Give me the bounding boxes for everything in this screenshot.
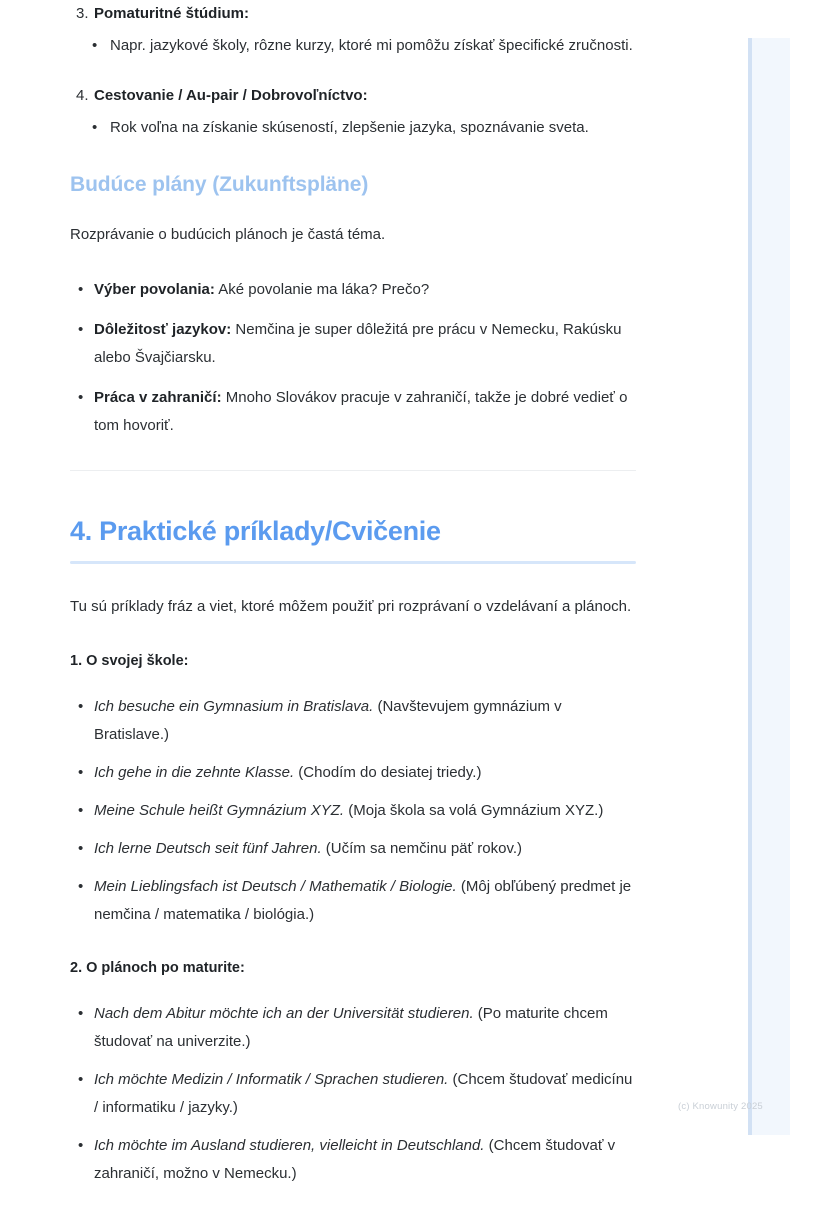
right-side-panel: [748, 38, 790, 1135]
list-item: [70, 759, 636, 787]
list-item: [70, 693, 636, 749]
document-page: [70, 0, 636, 1214]
practical-intro: Tu sú príklady fráz a viet, ktoré môžem použiť pri rozprávaní o vzdelávaní a plánoch.: [70, 598, 632, 615]
slovak-translation: (Po maturite chcem študovať na univerzite.): [94, 1004, 608, 1050]
german-phrase: Ich möchte im Ausland studieren, vielleicht in Deutschland.: [94, 1136, 485, 1154]
list-item: [70, 276, 636, 304]
list-item: • Rok voľna na získanie skúseností, zlepšenie jazyka, spoznávanie sveta.: [70, 114, 636, 142]
slovak-translation: (Chodím do desiatej triedy.): [294, 763, 482, 781]
list-item-label: Práca v zahraničí:: [94, 389, 222, 407]
slovak-translation: (Chcem študovať v zahraničí, možno v Nemecku.): [94, 1136, 616, 1182]
section-heading-future-plans: Budúce plány (Zukunftspläne): [70, 173, 369, 196]
copyright-watermark: (c) Knowunity 2025: [678, 1101, 763, 1112]
future-plans-intro: Rozprávanie o budúcich plánoch je častá téma.: [70, 226, 386, 244]
german-phrase: Ich lerne Deutsch seit fünf Jahren.: [94, 839, 322, 857]
ordered-list-item-3: [70, 0, 636, 28]
list-item: [70, 873, 636, 929]
example-list-2: [70, 1000, 636, 1188]
list-item: [70, 1132, 636, 1188]
example-list-1: [70, 693, 636, 929]
future-plans-list: [70, 276, 636, 440]
german-phrase: Ich möchte Medizin / Informatik / Sprachen studieren.: [94, 1070, 449, 1088]
list-item-label: Dôležitosť jazykov:: [94, 321, 232, 339]
list-item: [70, 797, 636, 825]
list-item: [70, 1066, 636, 1122]
slovak-translation: (Učím sa nemčinu päť rokov.): [321, 839, 523, 857]
slovak-translation: (Moja škola sa volá Gymnázium XYZ.): [344, 801, 604, 819]
german-phrase: Meine Schule heißt Gymnázium XYZ.: [94, 801, 345, 819]
list-number-4: 4.: [76, 87, 89, 104]
example-group-heading-1: 1. O svojej škole:: [70, 653, 189, 669]
list-item: [70, 1000, 636, 1056]
list-item: [70, 316, 636, 372]
slovak-translation: (Chcem študovať medicínu / informatiku / jazyky.): [94, 1070, 633, 1116]
list-item-label: Výber povolania:: [94, 281, 215, 299]
sub-bullet-list-4: [70, 114, 636, 142]
section-heading-practical: 4. Praktické príklady/Cvičenie: [70, 516, 441, 547]
list-title-3: Pomaturitné štúdium:: [94, 5, 250, 22]
list-item-text: Aké povolanie ma láka? Prečo?: [214, 281, 430, 299]
section-divider: [70, 470, 636, 471]
heading-underline: [70, 561, 636, 564]
german-phrase: Ich gehe in die zehnte Klasse.: [94, 763, 295, 781]
slovak-translation: (Navštevujem gymnázium v Bratislave.): [94, 697, 562, 743]
list-item: [70, 384, 636, 440]
list-item-text: Mnoho Slovákov pracuje v zahraničí, takže je dobré vedieť o tom hovoriť.: [94, 389, 628, 435]
example-group-heading-2: 2. O plánoch po maturite:: [70, 959, 245, 976]
list-item: [70, 835, 636, 863]
ordered-list: [70, 0, 636, 142]
ordered-list-item-4: [70, 82, 636, 110]
german-phrase: Ich besuche ein Gymnasium in Bratislava.: [94, 697, 374, 715]
slovak-translation: (Môj obľúbený predmet je nemčina / matematika / biológia.): [94, 877, 632, 923]
list-title-4: Cestovanie / Au-pair / Dobrovoľníctvo:: [94, 87, 368, 104]
list-item: • Napr. jazykové školy, rôzne kurzy, ktoré mi pomôžu získať špecifické zručnosti.: [70, 32, 636, 60]
sub-bullet-list-3: [70, 32, 636, 60]
german-phrase: Nach dem Abitur möchte ich an der Universität studieren.: [94, 1004, 474, 1022]
german-phrase: Mein Lieblingsfach ist Deutsch / Mathematik / Biologie.: [94, 877, 457, 895]
list-item-text: Nemčina je super dôležitá pre prácu v Nemecku, Rakúsku alebo Švajčiarsku.: [94, 321, 622, 367]
list-number-3: 3.: [76, 5, 89, 22]
